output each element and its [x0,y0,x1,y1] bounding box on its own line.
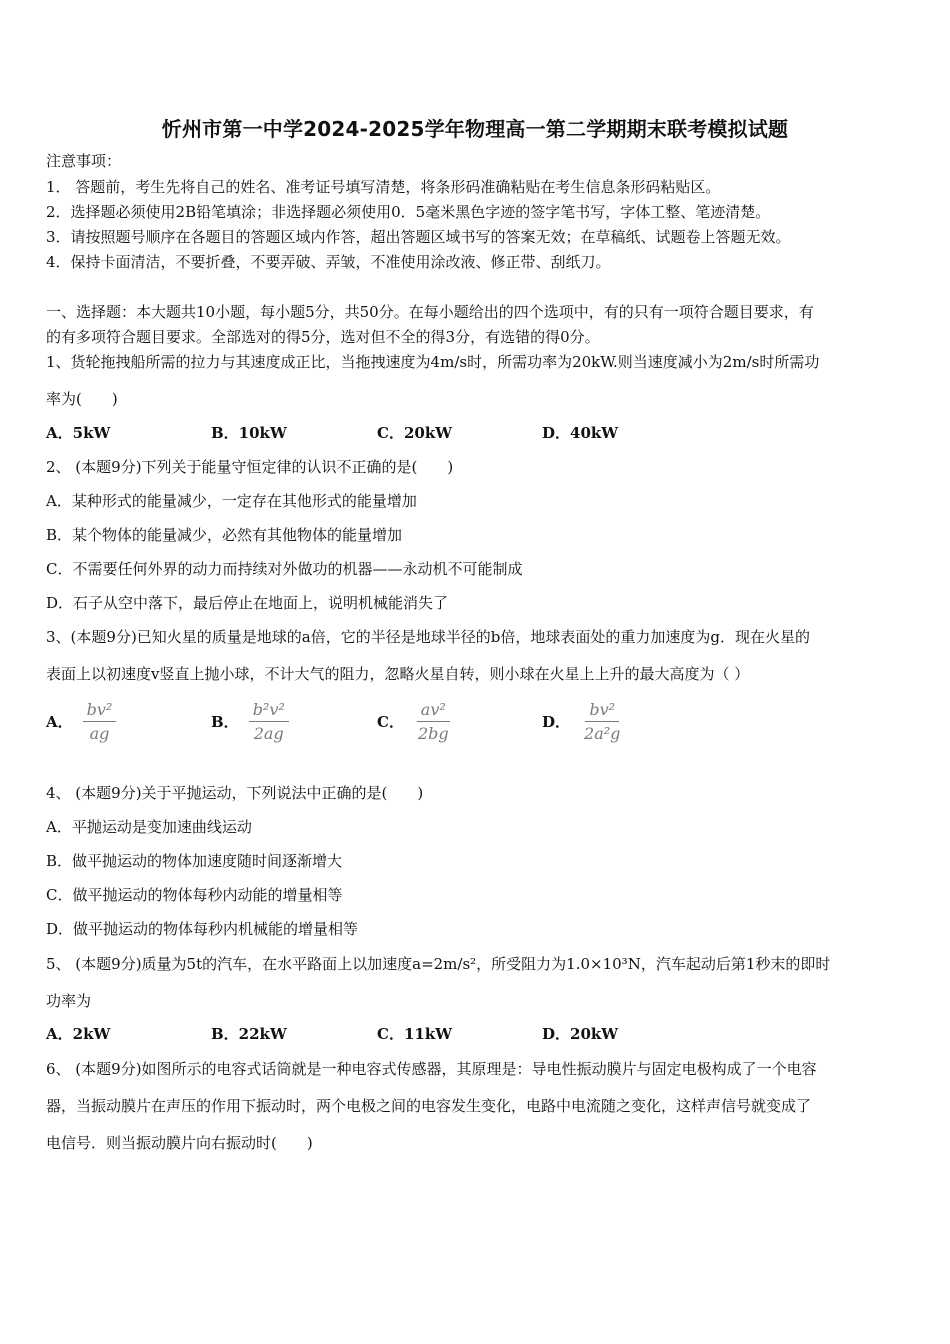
q2-option-b: B．某个物体的能量减少，必然有其他物体的能量增加 [46,526,403,544]
q5-option-a: A．2kW [46,1025,111,1043]
q3-option-b-numerator: b²v² [249,700,289,722]
q1-option-b: B．10kW [211,424,287,442]
q4-option-d: D．做平抛运动的物体每秒内机械能的增量相等 [46,920,359,938]
q2-option-a: A．某种形式的能量减少，一定存在其他形式的能量增加 [46,492,417,510]
notice-item-1: 1． 答题前，考生先将自己的姓名、准考证号填写清楚，将条形码准确粘贴在考生信息条形码粘贴区。 [46,178,721,196]
q3-option-d-fraction [580,700,624,743]
q3-option-c [377,700,453,743]
q3-option-a-numerator: bv² [83,700,117,722]
q6-stem-line-2: 器，当振动膜片在声压的作用下振动时，两个电极之间的电容发生变化，电路中电流随之变化，这样声信号就变成了 [46,1097,812,1115]
q4-option-b: B．做平抛运动的物体加速度随时间逐渐增大 [46,852,343,870]
q3-option-b [211,700,289,743]
notice-item-4: 4．保持卡面清洁，不要折叠，不要弄破、弄皱，不准使用涂改液、修正带、刮纸刀。 [46,253,611,271]
q3-stem-line-1: 3、(本题9分)已知火星的质量是地球的a倍，它的半径是地球半径的b倍，地球表面处的重力加速度为g．现在火星的 [46,628,810,646]
q5-stem-line-1: 5、 (本题9分)质量为5t的汽车，在水平路面上以加速度a=2m/s²，所受阻力为1.0×10³N，汽车起动后第1秒末的即时 [46,955,831,973]
notice-item-2: 2．选择题必须使用2B铅笔填涂；非选择题必须使用0．5毫米黑色字迹的签字笔书写，字体工整、笔迹清楚。 [46,203,771,221]
q4-option-c: C．做平抛运动的物体每秒内动能的增量相等 [46,886,343,904]
q3-option-d [542,700,624,743]
q3-option-b-denominator: 2ag [253,724,284,743]
q2-option-d: D．石子从空中落下，最后停止在地面上，说明机械能消失了 [46,594,449,612]
q3-option-c-numerator: av² [417,700,450,722]
q5-option-d: D．20kW [542,1025,619,1043]
q4-stem: 4、 (本题9分)关于平抛运动，下列说法中正确的是( ) [46,784,424,802]
q3-option-c-label: C． [377,713,404,731]
notice-item-3: 3．请按照题号顺序在各题目的答题区域内作答，超出答题区域书写的答案无效；在草稿纸、试题卷上答题无效。 [46,228,791,246]
q3-option-d-numerator: bv² [585,700,619,722]
q3-option-d-label: D． [542,713,571,731]
q3-option-a-label: A． [46,713,73,731]
q5-option-c: C．11kW [377,1025,453,1043]
q5-option-b: B．22kW [211,1025,287,1043]
q6-stem-line-1: 6、 (本题9分)如图所示的电容式话筒就是一种电容式传感器，其原理是：导电性振动膜片与固定电极构成了一个电容 [46,1060,817,1078]
q3-option-b-fraction [249,700,289,743]
q2-stem: 2、 (本题9分)下列关于能量守恒定律的认识不正确的是( ) [46,458,454,476]
q1-option-c: C．20kW [377,424,453,442]
q5-stem-line-2: 功率为 [46,992,92,1010]
notice-heading: 注意事项： [46,152,122,170]
section-instruction-line-2: 的有多项符合题目要求。全部选对的得5分，选对但不全的得3分，有选错的得0分。 [46,328,600,346]
q3-option-b-label: B． [211,713,239,731]
q3-option-a [46,700,116,743]
q1-stem-line-1: 1、货轮拖拽船所需的拉力与其速度成正比，当拖拽速度为4m/s时，所需功率为20kW.则当速度减小为2m/s时所需功 [46,353,820,371]
q6-stem-line-3: 电信号．则当振动膜片向右振动时( ) [46,1134,313,1152]
q1-option-a: A．5kW [46,424,111,442]
q3-option-a-denominator: ag [89,724,110,743]
q3-option-a-fraction [83,700,117,743]
q3-option-d-denominator: 2a²g [584,724,621,743]
q3-option-c-denominator: 2bg [417,724,449,743]
q3-option-c-fraction [414,700,453,743]
q2-option-c: C．不需要任何外界的动力而持续对外做功的机器——永动机不可能制成 [46,560,523,578]
q1-option-d: D．40kW [542,424,619,442]
section-instruction-line-1: 一、选择题：本大题共10小题，每小题5分，共50分。在每小题给出的四个选项中，有的只有一项符合题目要求，有 [46,303,814,321]
q1-stem-line-2: 率为( ) [46,390,118,408]
page-title: 忻州市第一中学2024-2025学年物理高一第二学期期末联考模拟试题 [161,117,789,141]
q4-option-a: A．平抛运动是变加速曲线运动 [46,818,252,836]
q3-stem-line-2: 表面上以初速度v竖直上抛小球，不计大气的阻力，忽略火星自转，则小球在火星上上升的最大高度为（ ） [46,665,750,683]
